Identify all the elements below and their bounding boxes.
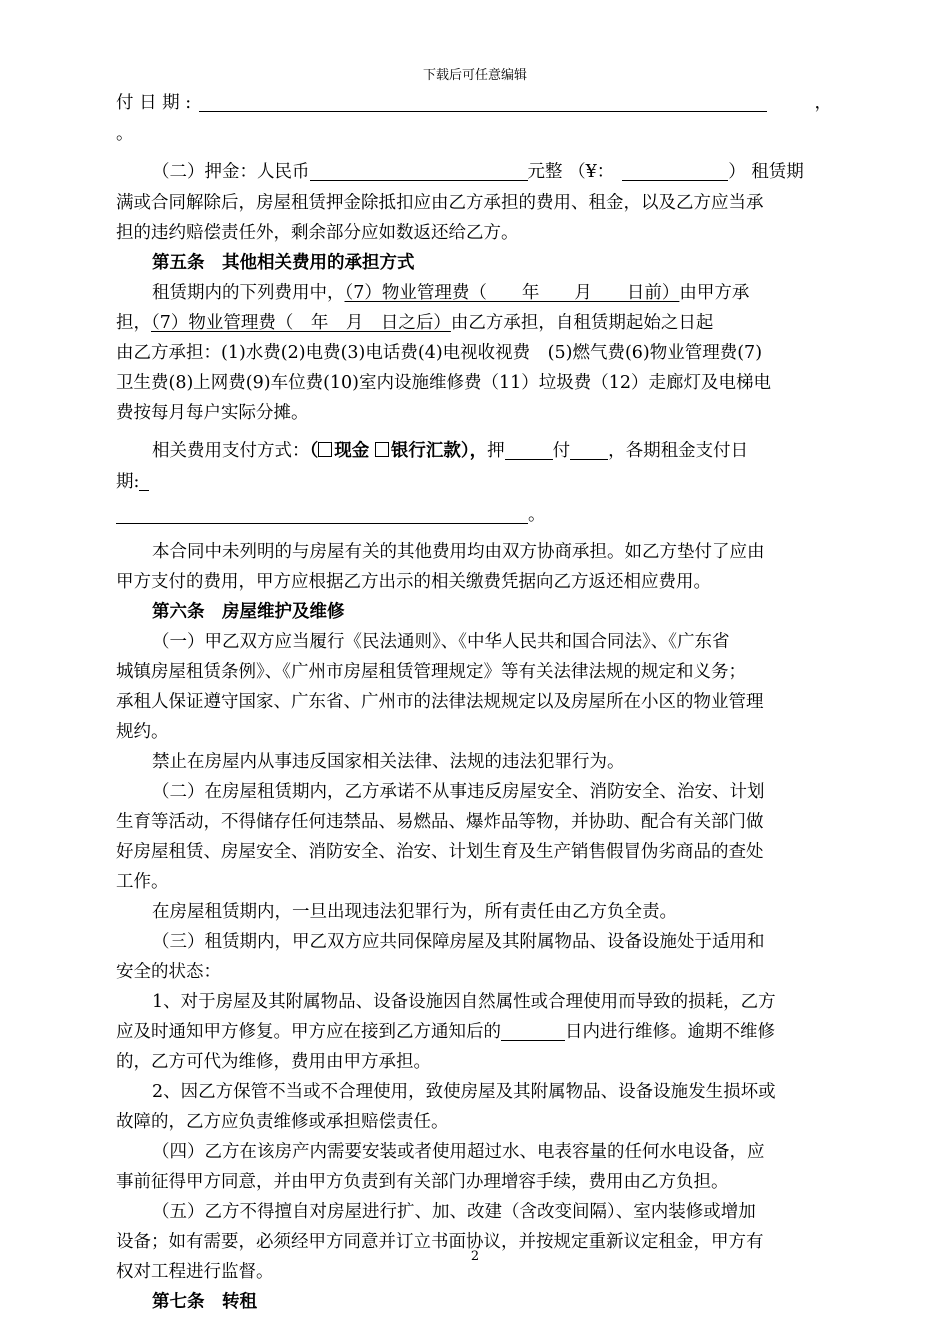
paragraph-line: 安全的状态： xyxy=(116,962,221,982)
paragraph-line: 承租人保证遵守国家、广东省、广州市的法律法规规定以及房屋所在小区的物业管理 xyxy=(116,692,764,712)
blank-deposit-months[interactable] xyxy=(505,438,553,460)
paragraph-line: （三）租赁期内，甲乙双方应共同保障房屋及其附属物品、设备设施处于适用和 xyxy=(152,932,765,952)
paragraph-line: 设备；如有需要，必须经甲方同意并订立书面协议，并按规定重新议定租金，甲方有 xyxy=(116,1232,764,1252)
line-payment-date: 付 日 期 : ， xyxy=(116,88,836,119)
line-fees-2: 担，（7）物业管理费（ 年 月 日之后）由乙方承担，自租赁期起始之日起 xyxy=(116,313,714,333)
paragraph-line: （二）在房屋租赁期内，乙方承诺不从事违反房屋安全、消防安全、治安、计划 xyxy=(152,782,765,802)
line-period: 。 xyxy=(116,124,134,144)
line-date-blank: 。 xyxy=(116,500,836,531)
paragraph-line: 的，乙方可代为维修，费用由甲方承担。 xyxy=(116,1052,431,1072)
blank-repair-days[interactable] xyxy=(501,1019,565,1041)
paragraph-line: 1、对于房屋及其附属物品、设备设施因自然属性或合理使用而导致的损耗，乙方 xyxy=(152,992,776,1012)
paragraph-line: 由乙方承担：(1)水费(2)电费(3)电话费(4)电视收视费 (5)燃气费(6)物业管理费(7) xyxy=(116,343,763,363)
paragraph-line: 费按每月每户实际分摊。 xyxy=(116,403,309,423)
paragraph-line: 规约。 xyxy=(116,722,169,742)
paragraph-line: 城镇房屋租赁条例》、《广州市房屋租赁管理规定》等有关法律法规的规定和义务； xyxy=(116,662,746,682)
section-title-5: 第五条 其他相关费用的承担方式 xyxy=(152,253,415,273)
paragraph-line: 2、因乙方保管不当或不合理使用，致使房屋及其附属物品、设备设施发生损坏或 xyxy=(152,1082,776,1102)
blank-payment-date[interactable] xyxy=(199,90,767,112)
paragraph-line: 权对工程进行监督。 xyxy=(116,1262,274,1282)
line-fees: 租赁期内的下列费用中，（7）物业管理费（ 年 月 日前）由甲方承 xyxy=(152,283,750,303)
section-title-7: 第七条 转租 xyxy=(152,1292,257,1312)
checkbox-cash[interactable] xyxy=(318,442,332,457)
paragraph-line: （四）乙方在该房产内需要安装或者使用超过水、电表容量的任何水电设备，应 xyxy=(152,1142,765,1162)
paragraph-line: 满或合同解除后，房屋租赁押金除抵扣应由乙方承担的费用、租金，以及乙方应当承 xyxy=(116,193,764,213)
checkbox-bank-transfer[interactable] xyxy=(375,442,389,457)
paragraph-line: 本合同中未列明的与房屋有关的其他费用均由双方协商承担。如乙方垫付了应由 xyxy=(152,542,765,562)
paragraph-line: 甲方支付的费用，甲方应根据乙方出示的相关缴费凭据向乙方返还相应费用。 xyxy=(116,572,711,592)
page-header: 下载后可任意编辑 xyxy=(422,68,527,83)
paragraph-line: （五）乙方不得擅自对房屋进行扩、加、改建（含改变间隔）、室内装修或增加 xyxy=(152,1202,756,1222)
blank-deposit-yen[interactable] xyxy=(622,159,728,181)
page-number: 2 xyxy=(470,1249,480,1264)
blank-pay-months[interactable] xyxy=(570,438,608,460)
paragraph-line: 卫生费(8)上网费(9)车位费(10)室内设施维修费（11）垃圾费（12）走廊灯及电梯电 xyxy=(116,373,772,393)
paragraph-line: 事前征得甲方同意，并由甲方负责到有关部门办理增容手续，费用由乙方负担。 xyxy=(116,1172,729,1192)
paragraph-line: 好房屋租赁、房屋安全、消防安全、治安、计划生育及生产销售假冒伪劣商品的查处 xyxy=(116,842,764,862)
paragraph-line: 生育等活动，不得储存任何违禁品、易燃品、爆炸品等物，并协助、配合有关部门做 xyxy=(116,812,764,832)
line-deposit: （二）押金：人民币 元整 （¥： ） 租赁期 xyxy=(116,157,836,188)
line-payment-method: 相关费用支付方式：（ 现金 银行汇款），押 付 ，各期租金支付日 xyxy=(116,436,836,467)
line-repair-days: 应及时通知甲方修复。甲方应在接到乙方通知后的 日内进行维修。逾期不维修 xyxy=(116,1017,836,1047)
line-period-label: 期: xyxy=(116,467,836,498)
paragraph-line: 在房屋租赁期内，一旦出现违法犯罪行为，所有责任由乙方负全责。 xyxy=(152,902,677,922)
section-title-6: 第六条 房屋维护及维修 xyxy=(152,602,345,622)
blank-deposit-amount[interactable] xyxy=(310,159,528,181)
paragraph-line: 担的违约赔偿责任外，剩余部分应如数返还给乙方。 xyxy=(116,223,519,243)
document-body xyxy=(116,88,836,1317)
blank-rent-payment-date[interactable] xyxy=(116,502,528,524)
paragraph-line: 工作。 xyxy=(116,872,169,892)
paragraph-line: （一）甲乙双方应当履行《民法通则》、《中华人民共和国合同法》、《广东省 xyxy=(152,632,730,652)
paragraph-line: 故障的，乙方应负责维修或承担赔偿责任。 xyxy=(116,1112,449,1132)
paragraph-line: 禁止在房屋内从事违反国家相关法律、法规的违法犯罪行为。 xyxy=(152,752,625,772)
